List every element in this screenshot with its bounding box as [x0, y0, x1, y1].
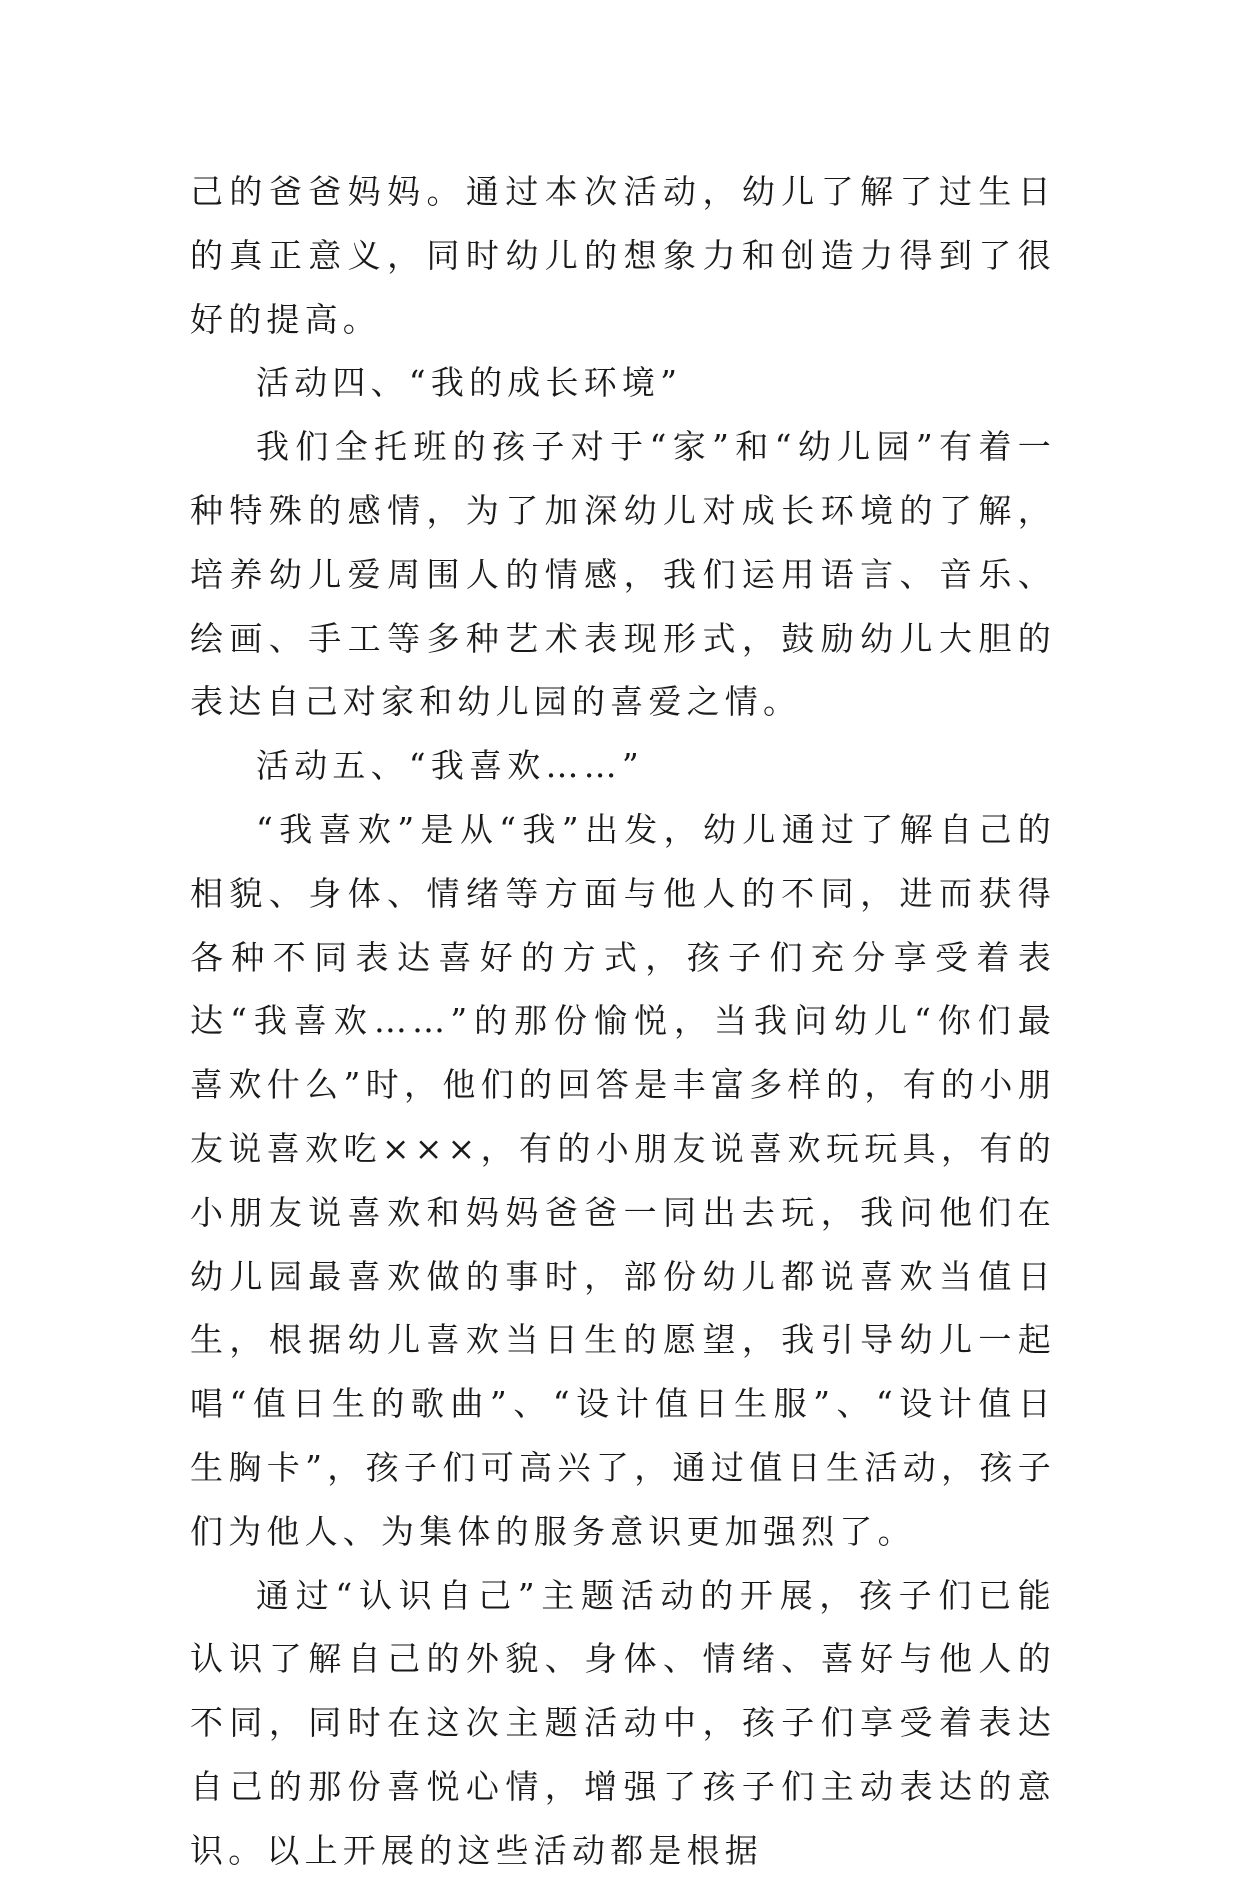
paragraph-activity-four: 我们全托班的孩子对于“家”和“幼儿园”有着一种特殊的感情，为了加深幼儿对成长环境的了解，培养幼儿爱周围人的情感，我们运用语言、音乐、绘画、手工等多种艺术表现形式，鼓励幼儿大胆的表达自己对家和幼儿园的喜爱之情。 — [190, 427, 1056, 722]
section-heading-activity-five: 活动五、“我喜欢……” — [256, 746, 644, 786]
section-heading-activity-four: 活动四、“我的成长环境” — [256, 363, 683, 403]
document-body — [190, 160, 1056, 1883]
paragraph-summary: 通过“认识自己”主题活动的开展，孩子们已能认识了解自己的外貌、身体、情绪、喜好与他人的不同，同时在这次主题活动中，孩子们享受着表达自己的那份喜悦心情，增强了孩子们主动表达的意识。以上开展的这些活动都是根据 — [190, 1575, 1056, 1870]
paragraph-activity-five: “我喜欢”是从“我”出发，幼儿通过了解自己的相貌、身体、情绪等方面与他人的不同，进而获得各种不同表达喜好的方式，孩子们充分享受着表达“我喜欢……”的那份愉悦，当我问幼儿“你们最喜欢什么”时，他们的回答是丰富多样的，有的小朋友说喜欢吃×××，有的小朋友说喜欢玩玩具，有的小朋友说喜欢和妈妈爸爸一同出去玩，我问他们在幼儿园最喜欢做的事时，部份幼儿都说喜欢当值日生，根据幼儿喜欢当日生的愿望，我引导幼儿一起唱“值日生的歌曲”、“设计值日生服”、“设计值日生胸卡”，孩子们可高兴了，通过值日生活动，孩子们为他人、为集体的服务意识更加强烈了。 — [190, 809, 1056, 1551]
paragraph-continuation: 己的爸爸妈妈。通过本次活动，幼儿了解了过生日的真正意义，同时幼儿的想象力和创造力得到了很好的提高。 — [190, 172, 1056, 339]
